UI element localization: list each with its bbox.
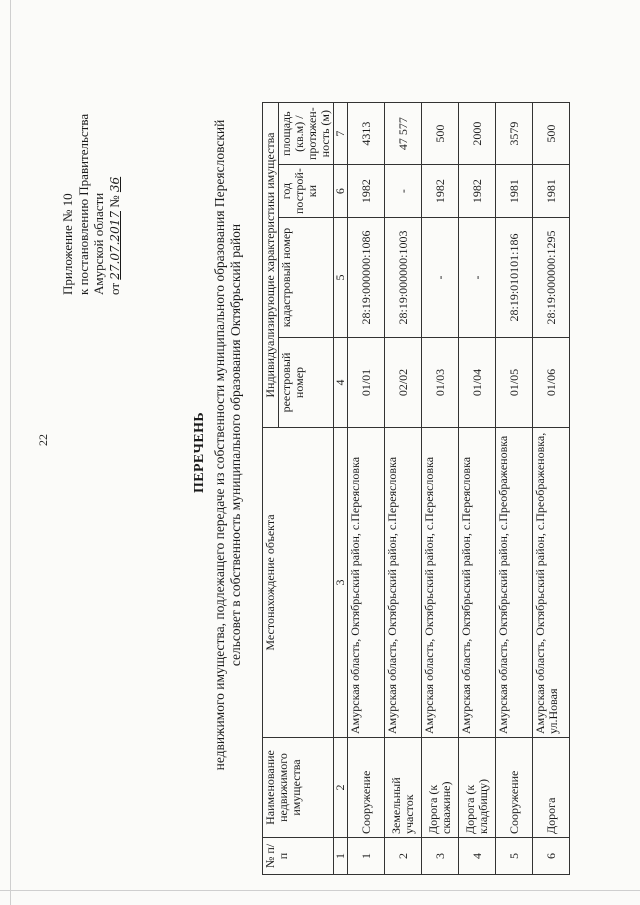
cell-registry: 02/02 (385, 338, 422, 428)
header-cadastral: кадастровый номер (279, 218, 334, 338)
column-number: 5 (334, 218, 348, 338)
table-row (496, 103, 533, 875)
column-number-row (334, 103, 348, 875)
subtitle-line-2: сельсовет в собственность муниципального образования Октябрьский район (228, 223, 243, 667)
cell-num: 4 (459, 838, 496, 875)
cell-registry: 01/03 (422, 338, 459, 428)
cell-name: Сооружение (348, 738, 385, 838)
cell-area: 2000 (459, 103, 496, 165)
cell-cadastral: 28:19:000000:1295 (533, 218, 570, 338)
cell-location: Амурская область, Октябрьский район, с.Преображеновка, ул.Новая (533, 428, 570, 738)
cell-registry: 01/04 (459, 338, 496, 428)
table-row (533, 103, 570, 875)
cell-name: Дорога (к скважине) (422, 738, 459, 838)
table-row (348, 103, 385, 875)
cell-registry: 01/01 (348, 338, 385, 428)
cell-location: Амурская область, Октябрьский район, с.Переясловка (348, 428, 385, 738)
cell-area: 3579 (496, 103, 533, 165)
cell-name: Дорога (к кладбищу) (459, 738, 496, 838)
annex-line-3: Амурской области (91, 192, 106, 295)
subtitle-line-1: недвижимого имущества, подлежащего передаче из собственности муниципального образования Переясловский (212, 119, 227, 771)
cell-num: 2 (385, 838, 422, 875)
cell-area: 500 (533, 103, 570, 165)
cell-area: 500 (422, 103, 459, 165)
header-area: площадь (кв.м) / протяжен-ность (м) (279, 103, 334, 165)
table-row (459, 103, 496, 875)
column-number: 7 (334, 103, 348, 165)
header-num: № п/п (263, 838, 334, 875)
cell-location: Амурская область, Октябрьский район, с.Переясловка (422, 428, 459, 738)
cell-registry: 01/05 (496, 338, 533, 428)
header-name: Наименование недвижимого имущества (263, 738, 334, 838)
column-number: 6 (334, 165, 348, 218)
cell-year: 1982 (459, 165, 496, 218)
cell-year: 1981 (496, 165, 533, 218)
cell-num: 3 (422, 838, 459, 875)
document-title: ПЕРЕЧЕНЬ (192, 411, 207, 494)
column-number: 1 (334, 838, 348, 875)
annex-block (60, 55, 123, 295)
header-registry: реестровый номер (279, 338, 334, 428)
cell-name: Дорога (533, 738, 570, 838)
cell-year: - (385, 165, 422, 218)
cell-cadastral: 28:19:010101:186 (496, 218, 533, 338)
property-table (262, 102, 570, 875)
cell-location: Амурская область, Октябрьский район, с.Переясловка (459, 428, 496, 738)
cell-cadastral: 28:19:000000:1003 (385, 218, 422, 338)
cell-num: 6 (533, 838, 570, 875)
cell-area: 47 577 (385, 103, 422, 165)
annex-date-value: 27.07.2017 (107, 211, 122, 280)
cell-name: Земельный участок (385, 738, 422, 838)
cell-num: 5 (496, 838, 533, 875)
header-year: год построй-ки (279, 165, 334, 218)
annex-date-prefix: от (106, 282, 122, 295)
annex-number-value: 36 (107, 176, 122, 193)
cell-year: 1982 (422, 165, 459, 218)
table-row (422, 103, 459, 875)
annex-number-prefix: № (106, 195, 122, 208)
header-location: Местонахождение объекта (263, 428, 334, 738)
cell-location: Амурская область, Октябрьский район, с.Преображеновка (496, 428, 533, 738)
annex-line-2: к постановлению Правительства (75, 113, 91, 295)
cell-cadastral: - (459, 218, 496, 338)
annex-line-1: Приложение № 10 (60, 193, 75, 295)
cell-num: 1 (348, 838, 385, 875)
column-number: 4 (334, 338, 348, 428)
cell-area: 4313 (348, 103, 385, 165)
header-characteristics: Индивидуализирующие характеристики имущества (263, 103, 279, 428)
column-number: 2 (334, 738, 348, 838)
table-header-row (263, 103, 279, 875)
cell-location: Амурская область, Октябрьский район, с.Переясловка (385, 428, 422, 738)
cell-name: Сооружение (496, 738, 533, 838)
cell-cadastral: 28:19:000000:1086 (348, 218, 385, 338)
page-number: 22 (36, 434, 50, 446)
cell-registry: 01/06 (533, 338, 570, 428)
column-number: 3 (334, 428, 348, 738)
annex-date-line (107, 55, 124, 295)
table-row (385, 103, 422, 875)
cell-year: 1981 (533, 165, 570, 218)
document-subtitle (212, 95, 244, 795)
cell-year: 1982 (348, 165, 385, 218)
cell-cadastral: - (422, 218, 459, 338)
